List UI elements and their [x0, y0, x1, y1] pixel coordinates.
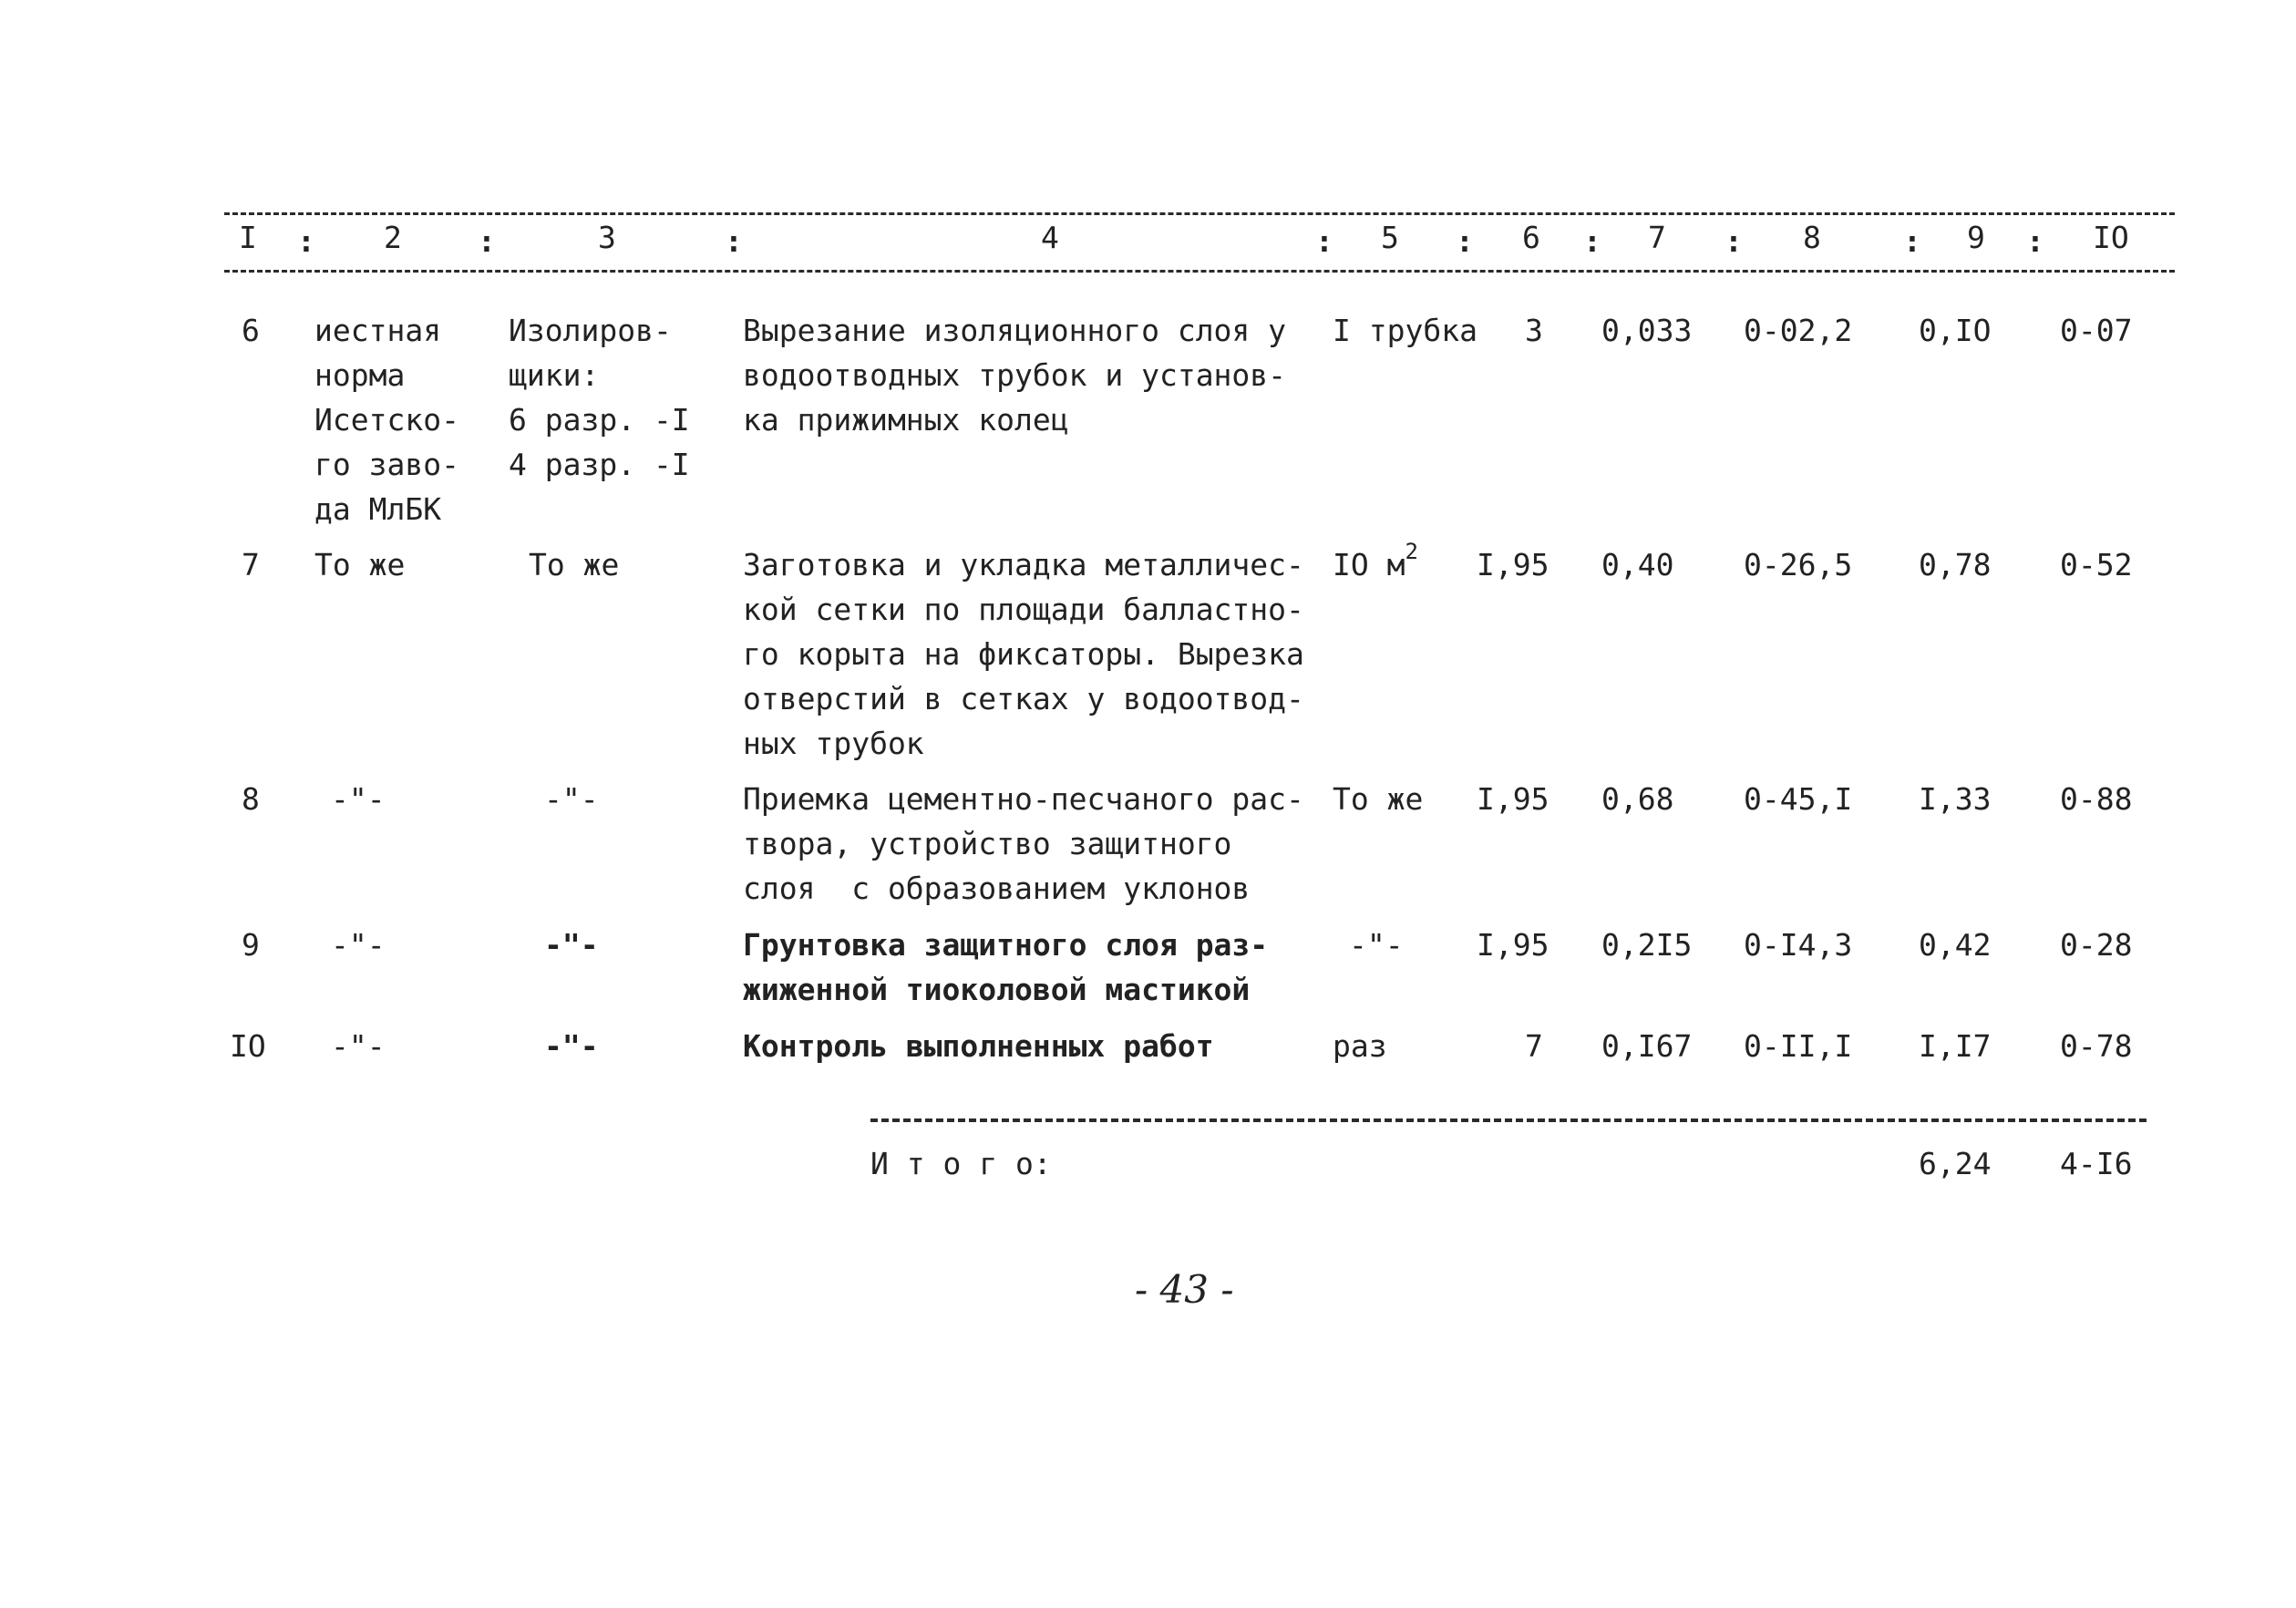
cell-description: водоотводных трубок и установ- [743, 357, 1287, 393]
cell-description: Приемка цементно-песчаного рас- [743, 781, 1304, 817]
header-col-9: 9 [1967, 220, 1985, 255]
cell-rate: 0-02,2 [1744, 313, 1853, 348]
header-separator: : [478, 223, 496, 259]
total-cost: 4-I6 [2060, 1146, 2133, 1181]
header-separator: : [1456, 223, 1474, 259]
header-col-6: 6 [1522, 220, 1540, 255]
row-number: 7 [242, 547, 260, 582]
cell-basis: То же [314, 547, 406, 582]
header-separator: : [1903, 223, 1921, 259]
cell-description: Заготовка и укладка металличес- [743, 547, 1304, 582]
cell-unit: I трубка [1333, 313, 1477, 348]
header-col-8: 8 [1803, 220, 1821, 255]
cell-cost: 0-28 [2060, 927, 2133, 963]
cell-rate: 0-45,I [1744, 781, 1853, 817]
cell-labor: 0,IO [1919, 313, 1992, 348]
page-number: - 43 - [1135, 1267, 1234, 1312]
cell-unit: раз [1333, 1028, 1387, 1064]
cell-workers: -"- [544, 781, 599, 817]
header-col-7: 7 [1648, 220, 1666, 255]
cell-workers: -"- [544, 927, 599, 963]
cell-norm-time: 0,40 [1601, 547, 1674, 582]
cell-basis: го заво- [314, 447, 459, 482]
cell-cost: 0-88 [2060, 781, 2133, 817]
cell-workers: -"- [544, 1028, 599, 1064]
row-number: 8 [242, 781, 260, 817]
cell-norm-time: 0,2I5 [1601, 927, 1693, 963]
header-col-3: 3 [598, 220, 616, 255]
cell-labor: 0,78 [1919, 547, 1992, 582]
header-separator: : [1315, 223, 1333, 259]
total-labor: 6,24 [1919, 1146, 1992, 1181]
cell-quantity: 7 [1525, 1028, 1543, 1064]
cell-workers: 6 разр. -I [509, 402, 690, 438]
cell-basis: -"- [331, 1028, 386, 1064]
header-separator: : [1583, 223, 1601, 259]
cell-basis: иестная [314, 313, 442, 348]
cell-rate: 0-II,I [1744, 1028, 1853, 1064]
cell-workers: То же [529, 547, 620, 582]
cell-labor: I,I7 [1919, 1028, 1992, 1064]
cell-description: кой сетки по площади балластно- [743, 592, 1304, 627]
cell-norm-time: 0,I67 [1601, 1028, 1693, 1064]
cell-basis: да МлБК [314, 491, 442, 527]
cell-unit: То же [1333, 781, 1424, 817]
cell-description: отверстий в сетках у водоотвод- [743, 681, 1304, 716]
cell-quantity: I,95 [1477, 547, 1550, 582]
cell-quantity: 3 [1525, 313, 1543, 348]
cell-cost: 0-52 [2060, 547, 2133, 582]
cell-labor: I,33 [1919, 781, 1992, 817]
header-separator: : [297, 223, 315, 259]
cell-description: твора, устройство защитного [743, 826, 1232, 861]
cell-basis: -"- [331, 927, 386, 963]
cell-description: жиженной тиоколовой мастикой [743, 972, 1251, 1007]
cell-description: го корыта на фиксаторы. Вырезка [743, 636, 1304, 672]
row-number: IO [230, 1028, 266, 1064]
header-separator: : [1725, 223, 1743, 259]
table-top-rule [224, 212, 2175, 215]
cell-quantity: I,95 [1477, 781, 1550, 817]
cell-rate: 0-I4,3 [1744, 927, 1853, 963]
cell-basis: Исетско- [314, 402, 459, 438]
cell-norm-time: 0,68 [1601, 781, 1674, 817]
total-label: И т о г о: [870, 1146, 1052, 1181]
cell-cost: 0-78 [2060, 1028, 2133, 1064]
header-separator: : [2026, 223, 2044, 259]
cell-workers: 4 разр. -I [509, 447, 690, 482]
cell-cost: 0-07 [2060, 313, 2133, 348]
table-header-rule [224, 270, 2175, 273]
cell-quantity: I,95 [1477, 927, 1550, 963]
cell-description: Контроль выполненных работ [743, 1028, 1214, 1064]
cell-basis: норма [314, 357, 406, 393]
header-col-10: IO [2093, 220, 2129, 255]
total-rule [870, 1118, 2147, 1122]
row-number: 9 [242, 927, 260, 963]
cell-description: слоя с образованием уклонов [743, 871, 1251, 906]
cell-workers: щики: [509, 357, 600, 393]
header-col-5: 5 [1381, 220, 1399, 255]
unit-superscript: 2 [1405, 539, 1418, 564]
cell-norm-time: 0,033 [1601, 313, 1693, 348]
cell-labor: 0,42 [1919, 927, 1992, 963]
header-separator: : [725, 223, 743, 259]
cell-description: ных трубок [743, 726, 924, 761]
cell-unit: IO $м^2$ [1333, 539, 1418, 582]
cell-unit: -"- [1349, 927, 1404, 963]
cell-rate: 0-26,5 [1744, 547, 1853, 582]
cell-description: ка прижимных колец [743, 402, 1069, 438]
header-col-4: 4 [1041, 220, 1059, 255]
row-number: 6 [242, 313, 260, 348]
header-col-2: 2 [384, 220, 402, 255]
cell-basis: -"- [331, 781, 386, 817]
cell-description: Грунтовка защитного слоя раз- [743, 927, 1269, 963]
cell-description: Вырезание изоляционного слоя у [743, 313, 1287, 348]
header-col-1: I [239, 220, 257, 255]
cell-workers: Изолиров- [509, 313, 672, 348]
